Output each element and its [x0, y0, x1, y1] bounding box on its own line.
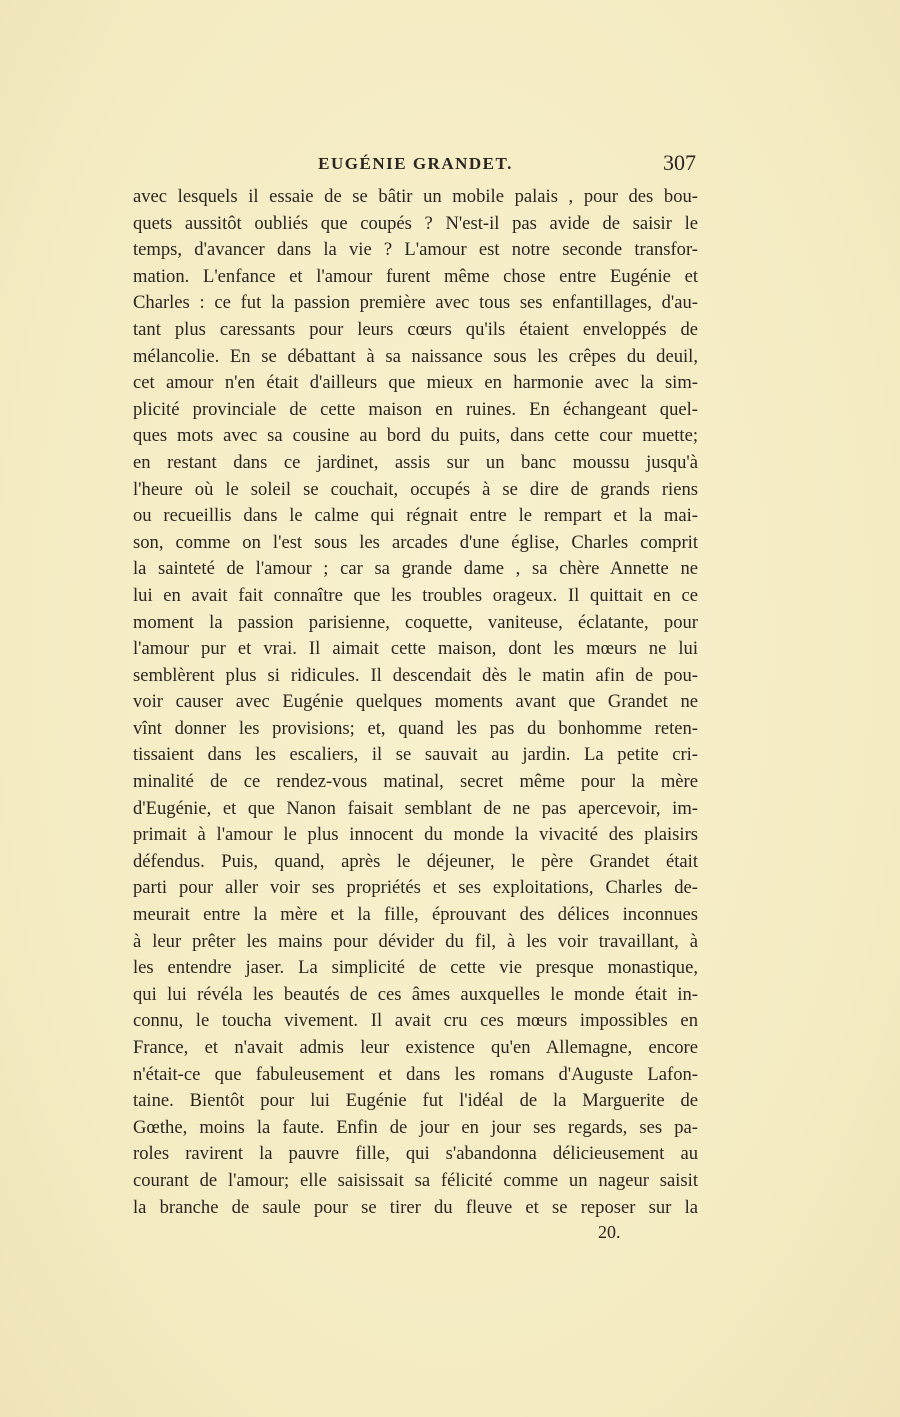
text-line: quets aussitôt oubliés que coupés ? N'est-il pas avide de saisir le [133, 212, 698, 234]
page-body-text [133, 184, 698, 1221]
text-line: la branche de saule pour se tirer du fleuve et se reposer sur la [133, 1196, 698, 1218]
page-header [133, 150, 698, 180]
text-line: voir causer avec Eugénie quelques moments avant que Grandet ne [133, 691, 698, 713]
text-line: en restant dans ce jardinet, assis sur un banc moussu jusqu'à [133, 451, 698, 473]
text-line: mation. L'enfance et l'amour furent même chose entre Eugénie et [133, 265, 698, 287]
text-line: défendus. Puis, quand, après le déjeuner, le père Grandet était [133, 850, 698, 872]
text-line: son, comme on l'est sous les arcades d'une église, Charles comprit [133, 531, 698, 553]
text-line: moment la passion parisienne, coquette, vaniteuse, éclatante, pour [133, 611, 698, 633]
text-line: la sainteté de l'amour ; car sa grande dame , sa chère Annette ne [133, 558, 698, 580]
text-line: l'amour pur et vrai. Il aimait cette maison, dont les mœurs ne lui [133, 638, 698, 660]
text-line: avec lesquels il essaie de se bâtir un mobile palais , pour des bou- [133, 186, 698, 207]
text-line: primait à l'amour le plus innocent du monde la vivacité des plaisirs [133, 824, 698, 846]
text-line: mélancolie. En se débattant à sa naissance sous les crêpes du deuil, [133, 345, 698, 367]
text-line: qui lui révéla les beautés de ces âmes auxquelles le monde était in- [133, 983, 698, 1005]
text-line: vînt donner les provisions; et, quand les pas du bonhomme reten- [133, 717, 698, 739]
text-line: meurait entre la mère et la fille, éprouvant des délices inconnues [133, 904, 698, 926]
text-line: lui en avait fait connaître que les troubles orageux. Il quittait en ce [133, 584, 698, 606]
signature-mark: 20. [598, 1222, 621, 1242]
text-line: temps, d'avancer dans la vie ? L'amour est notre seconde transfor- [133, 239, 698, 261]
text-line: à leur prêter les mains pour dévider du fil, à les voir travaillant, à [133, 930, 698, 952]
text-line: Charles : ce fut la passion première avec tous ses enfantillages, d'au- [133, 292, 698, 314]
text-line: tant plus caressants pour leurs cœurs qu'ils étaient enveloppés de [133, 318, 698, 340]
text-line: plicité provinciale de cette maison en ruines. En échangeant quel- [133, 398, 698, 420]
text-line: d'Eugénie, et que Nanon faisait semblant de ne pas apercevoir, im- [133, 797, 698, 819]
text-line: Gœthe, moins la faute. Enfin de jour en jour ses regards, ses pa- [133, 1116, 698, 1138]
text-line: connu, le toucha vivement. Il avait cru ces mœurs impossibles en [133, 1010, 698, 1032]
text-line: courant de l'amour; elle saisissait sa félicité comme un nageur saisit [133, 1169, 698, 1191]
page-number: 307 [663, 150, 696, 175]
text-line: ou recueillis dans le calme qui régnait entre le rempart et la mai- [133, 505, 698, 527]
text-line: parti pour aller voir ses propriétés et ses exploitations, Charles de- [133, 877, 698, 899]
text-line: ques mots avec sa cousine au bord du puits, dans cette cour muette; [133, 425, 698, 447]
text-line: France, et n'avait admis leur existence qu'en Allemagne, encore [133, 1037, 698, 1058]
text-line: les entendre jaser. La simplicité de cette vie presque monastique, [133, 957, 698, 979]
text-line: semblèrent plus si ridicules. Il descendait dès le matin afin de pou- [133, 664, 698, 686]
text-line: n'était-ce que fabuleusement et dans les romans d'Auguste Lafon- [133, 1063, 698, 1085]
text-line: minalité de ce rendez-vous matinal, secret même pour la mère [133, 771, 698, 793]
running-title: EUGÉNIE GRANDET. [318, 154, 513, 173]
text-line: cet amour n'en était d'ailleurs que mieux en harmonie avec la sim- [133, 372, 698, 394]
text-line: tissaient dans les escaliers, il se sauvait au jardin. La petite cri- [133, 744, 698, 766]
text-line: roles ravirent la pauvre fille, qui s'abandonna délicieusement au [133, 1143, 698, 1165]
text-line: l'heure où le soleil se couchait, occupés à se dire de grands riens [133, 478, 698, 500]
text-line: taine. Bientôt pour lui Eugénie fut l'idéal de la Marguerite de [133, 1090, 698, 1112]
